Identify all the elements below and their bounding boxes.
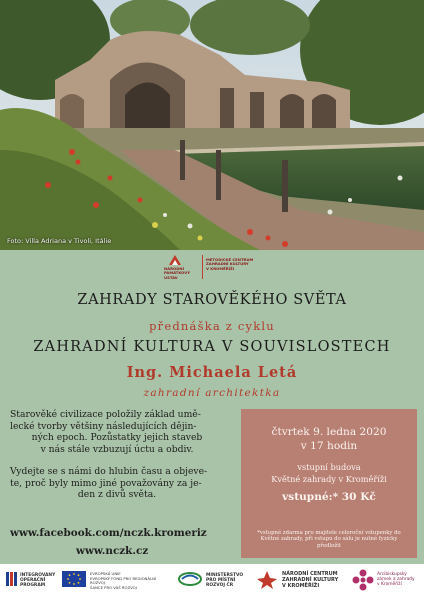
zamek-text: v Kroměříži [377,582,402,588]
zamek-logo [352,564,422,600]
mmr-logo [178,564,254,600]
zamek-logo-icon [352,569,374,591]
description-line: den z divů světa. [77,489,157,501]
facebook-link[interactable]: www.facebook.com/nczk.kromeriz [10,527,207,539]
lecture-subtitle: přednáška z cyklu [149,319,275,333]
description-line: v nás stále vzbuzují úctu a obdiv. [40,443,194,455]
event-price: vstupné:* 30 Kč [282,491,376,503]
event-title: ZAHRADY STAROVĚKÉHO SVĚTA [77,292,347,308]
iop-logo [6,564,58,600]
sponsor-footer [0,564,424,600]
price-note: *vstupné zdarma pro majitele celoroční vstupenky do Květné zahrady, při vstupu do sálu je nutné fyzicky předložit [257,530,401,549]
event-venue-line: Květné zahrady v Kroměříži [271,474,387,484]
nczk-text: NÁRODNÍ CENTRUM [282,571,338,577]
event-info-box [241,409,417,558]
event-date: čtvrtek 9. ledna 2020 [271,426,387,438]
mczk-name-line: V KROMĚŘÍŽI [206,265,235,271]
mczk-name-line: ZAHRADNÍ KULTURY [206,261,249,267]
mmr-text: MINISTERSTVO [206,573,244,578]
iop-text: INTEGROVANÝ [20,573,56,578]
nczk-logo [256,564,350,600]
npu-name-line: PAMÁTKOVÝ [164,270,190,276]
speaker-role: zahradní architektka [143,387,281,399]
eu-flag-icon [62,571,86,587]
iop-flag-icon [6,572,17,586]
description-paragraph-1 [10,409,224,455]
website-link[interactable]: www.nczk.cz [76,545,149,557]
speaker-name: Ing. Michaela Letá [126,364,298,381]
eu-logo [62,564,172,600]
photo-caption: Foto: Villa Adriana v Tivoli, Itálie [7,237,112,245]
description-line: Starověké civilizace položily základ umě- [10,409,201,420]
npu-name-line: ÚSTAV [164,274,178,280]
npu-name [164,267,200,280]
zamek-text: zámek a zahrady [377,577,415,583]
npu-logo-icon [168,254,182,266]
hero-photo [0,0,424,250]
mmr-text: PRO MÍSTNÍ [206,578,236,584]
series-title: ZAHRADNÍ KULTURA V SOUVISLOSTECH [33,339,391,355]
nczk-text: ZAHRADNÍ KULTURY [282,576,339,583]
eu-text: EVROPSKÁ UNIE [90,571,121,576]
description-line: ných epoch. Pozůstatky jejich staveb [31,432,203,444]
mczk-name [206,258,266,271]
eu-text: EVROPSKÝ FOND PRO REGIONÁLNÍ ROZVOJ [90,575,157,586]
event-venue-line: vstupní budova [297,462,361,472]
description-line: te, proč byly mimo jiné považovány za je- [10,477,202,489]
description-line: Vydejte se s námi do hlubin času a objeve- [10,466,208,477]
nczk-logo-icon [256,570,278,590]
event-time: v 17 hodin [300,440,358,452]
mmr-logo-icon [178,572,202,586]
description-paragraph-2 [10,466,224,501]
npu-name-line: NÁRODNÍ [164,266,185,271]
iop-text: PROGRAM [20,583,46,589]
npu-logo [164,254,274,284]
description-line: lecké tvorby většiny následujících dějin- [10,420,197,432]
eu-text: ŠANCE PRO VÁŠ ROZVOJ [90,584,137,590]
zamek-text: Arcibiskupský [377,572,407,577]
logo-divider [202,255,203,279]
iop-text: OPERAČNÍ [20,578,46,584]
mmr-text: ROZVOJ ČR [206,583,234,589]
mczk-name-line: METODICKÉ CENTRUM [206,257,254,262]
nczk-text: V KROMĚŘÍŽI [282,582,320,589]
